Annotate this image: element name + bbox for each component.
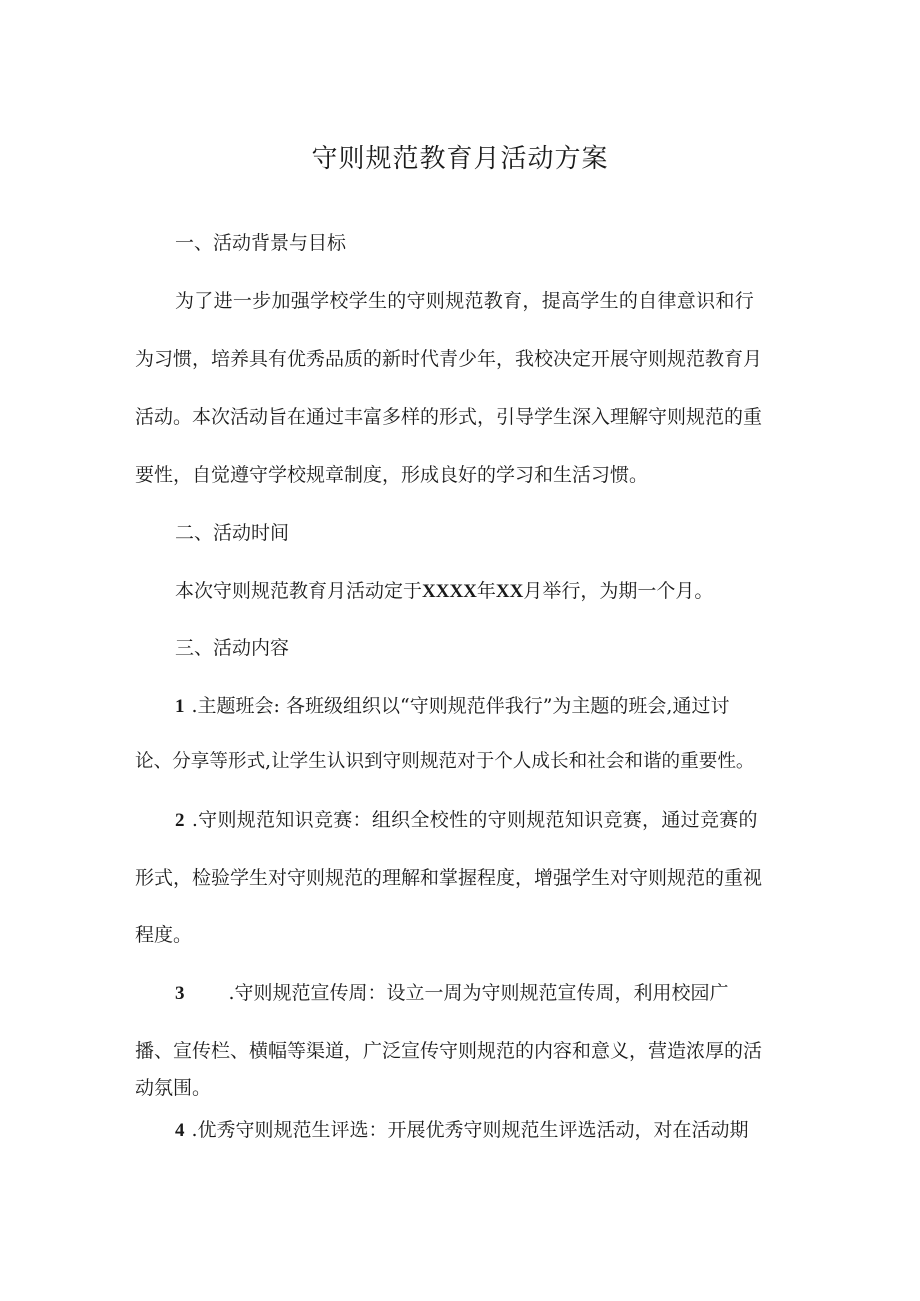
paragraph-line: 程度。 — [135, 924, 193, 946]
schedule-month: XX — [495, 581, 524, 602]
item-number: 1 — [175, 696, 185, 717]
item-number: 4 — [175, 1120, 185, 1141]
paragraph-line: 活动。本次活动旨在通过丰富多样的形式，引导学生深入理解守则规范的重 — [135, 406, 763, 428]
item-text: .守则规范宣传周：设立一周为守则规范宣传周，利用校园广 — [228, 982, 729, 1004]
schedule-year: XXXX — [422, 581, 477, 602]
paragraph-line: 形式，检验学生对守则规范的理解和掌握程度，增强学生对守则规范的重视 — [135, 867, 763, 889]
paragraph-line: 要性，自觉遵守学校规章制度，形成良好的学习和生活习惯。 — [135, 464, 649, 486]
document-title: 守则规范教育月活动方案 — [311, 144, 609, 174]
list-item-1-line — [175, 695, 729, 719]
list-item-2-line — [175, 809, 758, 833]
section-heading-content: 三、活动内容 — [175, 637, 290, 659]
paragraph-line: 论、分享等形式,让学生认识到守则规范对于个人成长和社会和谐的重要性。 — [135, 751, 755, 772]
list-item-3-line — [175, 982, 729, 1006]
section-heading-time: 二、活动时间 — [175, 522, 290, 544]
paragraph-line: 动氛围。 — [135, 1077, 212, 1099]
schedule-text-post: 月举行，为期一个月。 — [523, 580, 714, 602]
section-heading-background: 一、活动背景与目标 — [175, 232, 347, 254]
paragraph-line: 播、宣传栏、横幅等渠道，广泛宣传守则规范的内容和意义，营造浓厚的活 — [135, 1040, 763, 1062]
schedule-text-pre: 本次守则规范教育月活动定于 — [175, 580, 423, 602]
item-number: 3 — [175, 983, 185, 1004]
paragraph-line: 为习惯，培养具有优秀品质的新时代青少年，我校决定开展守则规范教育月 — [135, 348, 763, 370]
item-text: .优秀守则规范生评选：开展优秀守则规范生评选活动，对在活动期 — [191, 1119, 749, 1141]
schedule-line — [175, 580, 713, 604]
schedule-year-unit: 年 — [476, 580, 496, 602]
item-text: .主题班会: 各班级组织以“守则规范伴我行”为主题的班会,通过讨 — [191, 695, 730, 717]
item-text: .守则规范知识竞赛：组织全校性的守则规范知识竞赛，通过竞赛的 — [191, 809, 758, 831]
list-item-4-line — [175, 1119, 749, 1143]
paragraph-line: 为了进一步加强学校学生的守则规范教育，提高学生的自律意识和行 — [175, 290, 755, 312]
item-number: 2 — [175, 810, 185, 831]
